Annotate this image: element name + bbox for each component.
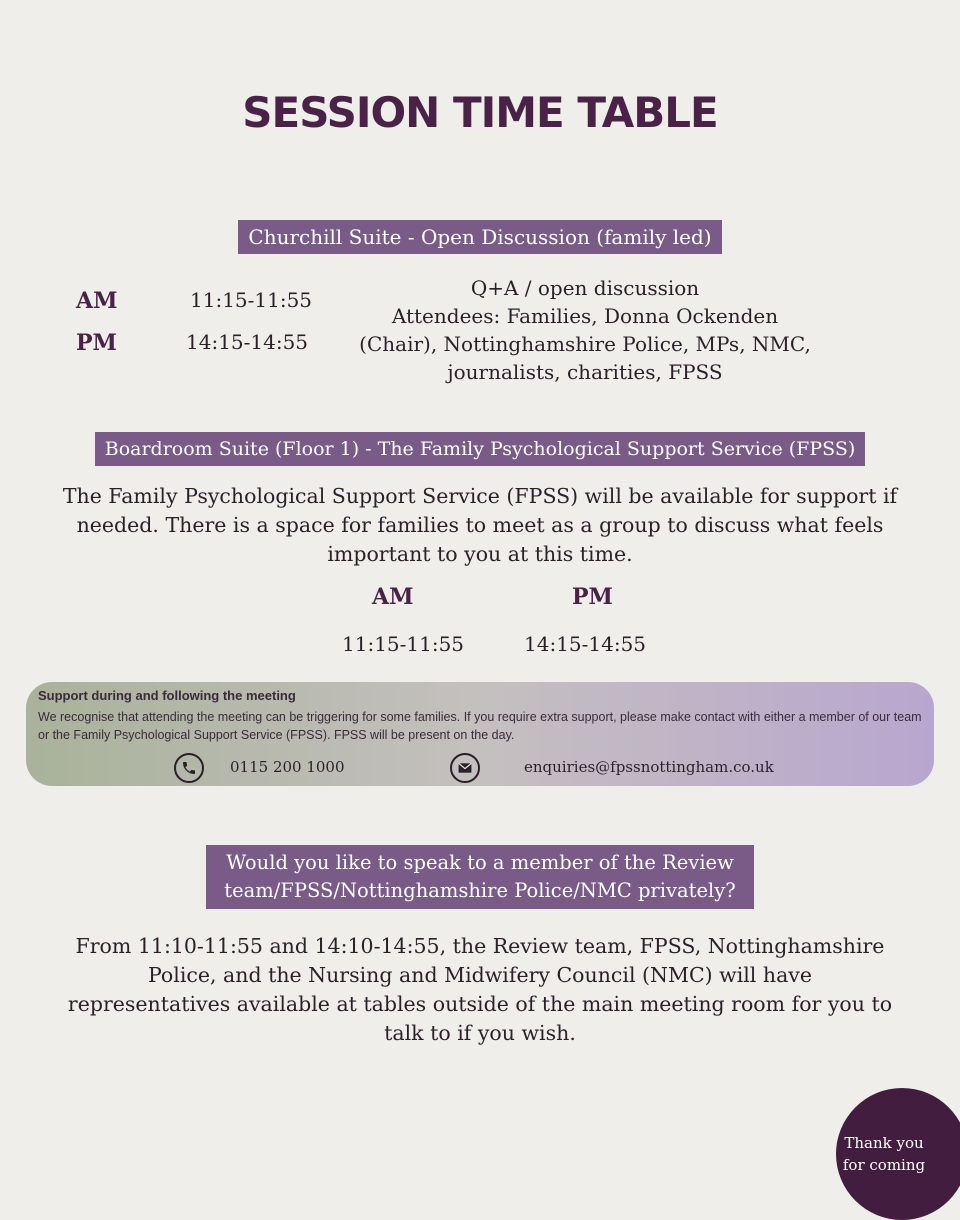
private-meeting-banner xyxy=(206,845,754,909)
banner-line: Would you like to speak to a member of the Review xyxy=(226,851,734,874)
fpss-pm-time: 14:15-14:55 xyxy=(524,632,647,656)
thanks-line: Thank you xyxy=(844,1134,924,1152)
paragraph-line: Police, and the Nursing and Midwifery Council (NMC) will have xyxy=(147,963,813,987)
am-label: AM xyxy=(76,288,118,314)
thanks-line: for coming xyxy=(842,1156,926,1174)
section-banner-churchill: Churchill Suite - Open Discussion (family led) xyxy=(238,220,721,254)
description-line: Attendees: Families, Donna Ockenden xyxy=(391,304,779,328)
support-text: We recognise that attending the meeting can be triggering for some families. If you require extra support, please make contact with either a member of our team or the Family Psychological Support Service (FPSS). FPSS will be present on the day. xyxy=(38,710,922,742)
fpss-paragraph xyxy=(0,482,960,569)
private-meeting-paragraph xyxy=(0,932,960,1048)
description-line: (Chair), Nottinghamshire Police, MPs, NMC, xyxy=(359,332,811,356)
section-boardroom xyxy=(0,432,960,466)
phone-icon xyxy=(174,753,204,783)
fpss-pm-label: PM xyxy=(572,584,613,610)
pm-time: 14:15-14:55 xyxy=(186,330,309,354)
session-description xyxy=(330,274,840,386)
description-line: Q+A / open discussion xyxy=(470,276,700,300)
am-time: 11:15-11:55 xyxy=(190,288,313,312)
fpss-am-label: AM xyxy=(372,584,414,610)
section-banner-boardroom: Boardroom Suite (Floor 1) - The Family Psychological Support Service (FPSS) xyxy=(95,432,866,466)
page-title: SESSION TIME TABLE xyxy=(242,88,718,137)
pm-label: PM xyxy=(76,330,117,356)
phone-number[interactable]: 0115 200 1000 xyxy=(230,758,345,776)
envelope-icon xyxy=(450,753,480,783)
email-address[interactable]: enquiries@fpssnottingham.co.uk xyxy=(524,758,774,776)
paragraph-line: important to you at this time. xyxy=(327,542,633,566)
paragraph-line: representatives available at tables outside of the main meeting room for you to xyxy=(67,992,893,1016)
paragraph-line: From 11:10-11:55 and 14:10-14:55, the Review team, FPSS, Nottinghamshire xyxy=(75,934,885,958)
fpss-am-time: 11:15-11:55 xyxy=(342,632,465,656)
section-churchill xyxy=(0,220,960,254)
thank-you-badge xyxy=(836,1088,960,1220)
support-title: Support during and following the meeting xyxy=(38,688,296,703)
paragraph-line: talk to if you wish. xyxy=(384,1021,576,1045)
paragraph-line: The Family Psychological Support Service (FPSS) will be available for support if xyxy=(62,484,898,508)
description-line: journalists, charities, FPSS xyxy=(447,360,723,384)
paragraph-line: needed. There is a space for families to meet as a group to discuss what feels xyxy=(76,513,884,537)
banner-line: team/FPSS/Nottinghamshire Police/NMC privately? xyxy=(224,879,736,902)
